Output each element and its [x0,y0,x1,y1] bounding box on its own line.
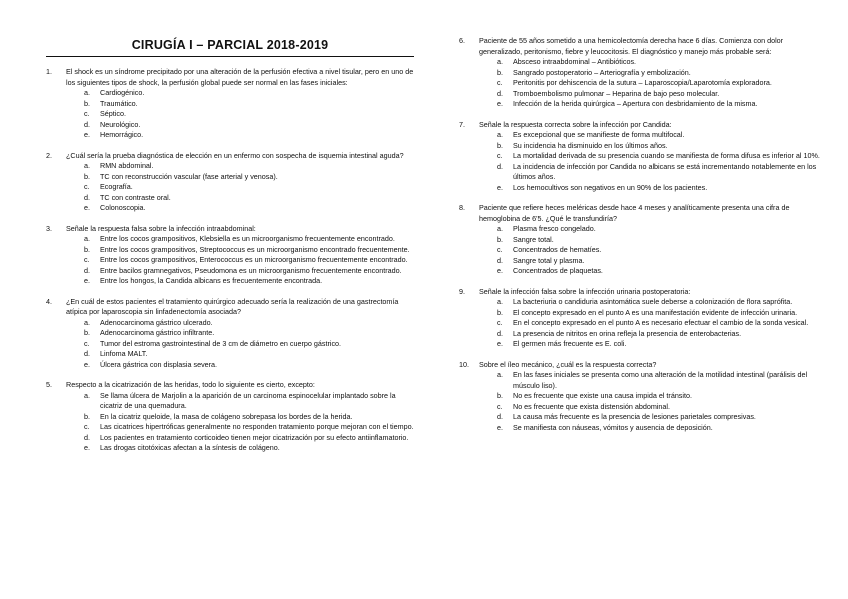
option-letter: d. [84,265,90,275]
option-letter: d. [84,192,90,202]
answer-option [479,266,827,277]
option-list [66,391,414,454]
option-letter: c. [497,245,503,254]
answer-option [66,433,414,444]
option-text: TC con reconstrucción vascular (fase arterial y venosa). [100,171,278,181]
answer-option [66,360,414,371]
option-letter: d. [497,161,503,171]
answer-option [66,99,414,110]
option-letter: e. [84,276,90,285]
option-letter: a. [497,297,503,306]
option-letter: a. [84,317,90,327]
answer-option [479,412,827,423]
option-letter: c. [497,401,503,411]
answer-option [66,266,414,277]
option-text: Absceso intraabdominal – Antibióticos. [513,57,637,66]
left-question-list [46,67,414,454]
answer-option [66,443,414,454]
option-letter: a. [497,57,503,66]
question-number: 9. [459,286,465,296]
option-text: Los hemocultivos son negativos en un 90% de los pacientes. [513,182,708,192]
option-letter: b. [497,140,503,150]
question-number: 4. [46,296,52,306]
option-text: Linfoma MALT. [100,349,148,358]
answer-option [66,182,414,193]
option-letter: a. [497,130,503,139]
option-letter: a. [84,161,90,170]
option-text: Los pacientes en tratamiento corticoideo tienen mejor cicatrización por su efecto antiinflamatorio. [100,432,409,442]
option-letter: b. [497,307,503,317]
option-letter: a. [497,370,503,379]
title-rule [46,56,414,57]
option-text: La presencia de nitritos en orina refleja la presencia de enterobacterias. [513,328,742,338]
option-text: Concentrados de hematíes. [513,245,602,254]
right-column [459,0,827,443]
question [46,297,414,371]
question-number: 3. [46,223,52,233]
question-stem: Paciente que refiere heces meléricas desde hace 4 meses y analíticamente presenta una cifra de hemoglobina de 6'5. ¿Qué le transfundiría? [479,203,790,223]
option-letter: a. [84,88,90,97]
option-text: Entre los cocos grampositivos, Klebsiella es un microorganismo frecuentemente encontrado. [100,234,395,243]
option-text: Ecografía. [100,182,133,191]
option-text: Séptico. [100,109,126,118]
answer-option [479,78,827,89]
option-text: Las cicatrices hipertróficas generalmente no responden tratamiento porque mejoran con el tiempo. [100,422,414,431]
answer-option [66,109,414,120]
option-list [66,161,414,214]
option-text: Sangre total y plasma. [513,255,585,265]
option-letter: b. [84,244,90,254]
option-text: Se manifiesta con náuseas, vómitos y ausencia de deposición. [513,422,713,432]
answer-option [479,89,827,100]
question-stem: ¿Cuál sería la prueba diagnóstica de elección en un enfermo con sospecha de isquemia intestinal aguda? [66,150,404,160]
option-list [479,224,827,277]
option-text: En el concepto expresado en el punto A es necesario efectuar el cambio de la sonda vesical. [513,318,809,327]
answer-option [66,130,414,141]
option-text: La bacteriuria o candiduria asintomática suele deberse a colonización de flora saprófita. [513,297,793,306]
question [459,120,827,194]
answer-option [479,297,827,308]
option-text: Peritonitis por dehiscencia de la sutura – Laparoscopia/Laparotomía exploradora. [513,78,772,87]
option-text: Sangrado postoperatorio – Arteriografía y embolización. [513,67,691,77]
answer-option [66,328,414,339]
option-text: Las drogas citotóxicas afectan a la síntesis de colágeno. [100,443,280,452]
option-text: Concentrados de plaquetas. [513,266,603,275]
question-stem: Señale la infección falsa sobre la infección urinaria postoperatoria: [479,286,691,296]
answer-option [479,308,827,319]
option-letter: c. [84,109,90,118]
answer-option [66,339,414,350]
exam-title: CIRUGÍA I – PARCIAL 2018-2019 [131,38,329,52]
option-letter: c. [497,318,503,327]
option-letter: e. [497,339,503,348]
option-text: Se llama úlcera de Marjolin a la aparición de un carcinoma espinocelular implantado sobre la cicatriz de una quemadura. [100,390,396,410]
question [459,287,827,350]
question-stem: Sobre el íleo mecánico, ¿cuál es la respuesta correcta? [479,359,657,369]
answer-option [66,203,414,214]
option-letter: b. [84,411,90,421]
answer-option [66,172,414,183]
question [46,67,414,141]
answer-option [479,256,827,267]
answer-option [66,234,414,245]
option-list [479,57,827,110]
option-text: La causa más frecuente es la presencia de lesiones parietales compresivas. [513,412,756,421]
option-letter: e. [84,443,90,452]
question-number: 8. [459,203,465,212]
option-text: Su incidencia ha disminuido en los últimos años. [513,140,668,150]
question-number: 7. [459,119,465,129]
answer-option [479,162,827,183]
option-list [479,297,827,350]
answer-option [66,391,414,412]
answer-option [479,224,827,235]
answer-option [66,193,414,204]
question [46,380,414,454]
option-letter: e. [84,359,90,369]
answer-option [479,370,827,391]
option-list [66,234,414,287]
option-text: Es excepcional que se manifieste de forma multifocal. [513,130,685,139]
answer-option [479,99,827,110]
answer-option [66,120,414,131]
option-letter: e. [84,130,90,139]
answer-option [479,130,827,141]
option-text: No es frecuente que existe una causa impida el tránsito. [513,391,692,400]
option-letter: c. [84,338,90,348]
option-text: En la cicatriz queloide, la masa de colágeno sobrepasa los bordes de la herida. [100,411,353,421]
option-text: No es frecuente que exista distensión abdominal. [513,401,671,411]
option-text: Entre los cocos grampositivos, Streptococcus es un microorganismo encontrado frecuentemente. [100,244,410,254]
option-letter: d. [497,88,503,98]
question-number: 1. [46,67,52,76]
answer-option [479,339,827,350]
answer-option [66,88,414,99]
answer-option [66,422,414,433]
answer-option [66,276,414,287]
question [46,151,414,214]
question-stem: Señale la respuesta falsa sobre la infección intraabdominal: [66,223,256,233]
answer-option [479,391,827,402]
option-text: Hemorrágico. [100,130,144,139]
option-letter: c. [497,78,503,87]
option-letter: e. [497,266,503,275]
option-text: Úlcera gástrica con displasia severa. [100,359,218,369]
option-letter: e. [497,182,503,192]
option-text: Colonoscopia. [100,203,146,212]
question-stem: ¿En cuál de estos pacientes el tratamiento quirúrgico adecuado sería la realización de una gastrectomía atípica por laparoscopia sin linfadenectomía asociada? [66,296,399,316]
option-list [479,370,827,433]
option-text: En las fases iniciales se presenta como una alteración de la motilidad intestinal (parálisis del músculo liso). [513,370,808,390]
answer-option [479,402,827,413]
option-text: Infección de la herida quirúrgica – Apertura con desbridamiento de la misma. [513,99,758,108]
option-text: Tumor del estroma gastrointestinal de 3 cm de diámetro en cuerpo gástrico. [100,338,342,348]
option-letter: a. [497,224,503,233]
question-stem: El shock es un síndrome precipitado por una alteración de la perfusión efectiva a nivel tisular, pero en uno de los siguientes tipos de shock, la perfusión global puede ser normal en las fases iniciales: [66,67,414,87]
answer-option [479,423,827,434]
option-text: Entre bacilos gramnegativos, Pseudomona es un microorganismo frecuentemente encontrado. [100,265,402,275]
question-stem: Respecto a la cicatrización de las heridas, todo lo siguiente es cierto, excepto: [66,380,315,389]
answer-option [479,318,827,329]
option-text: Entre los cocos grampositivos, Enterococcus es un microorganismo frecuentemente encontrado. [100,255,408,264]
question [46,224,414,287]
option-text: RMN abdominal. [100,161,154,170]
answer-option [479,245,827,256]
option-letter: b. [84,328,90,337]
option-letter: b. [497,391,503,400]
option-text: La mortalidad derivada de su presencia cuando se manifiesta de forma difusa es inferior al 10%. [513,151,820,160]
question-stem: Señale la respuesta correcta sobre la infección por Candida: [479,119,672,129]
option-text: La incidencia de infección por Candida no albicans se está incrementando notablemente en los últimos años. [513,161,817,181]
option-text: Adenocarcinoma gástrico infiltrante. [100,328,215,337]
option-text: Tromboembolismo pulmonar – Heparina de bajo peso molecular. [513,88,720,98]
option-letter: e. [497,422,503,432]
option-letter: d. [84,349,90,358]
option-letter: b. [84,171,90,181]
option-letter: b. [497,234,503,244]
option-letter: d. [497,328,503,338]
option-text: Cardiogénico. [100,88,145,97]
answer-option [479,68,827,79]
left-column [46,0,414,464]
option-letter: b. [84,98,90,108]
answer-option [479,57,827,68]
option-letter: d. [84,119,90,129]
question [459,360,827,434]
question-number: 2. [46,150,52,160]
question [459,203,827,277]
option-text: Adenocarcinoma gástrico ulcerado. [100,317,213,327]
option-text: Traumático. [100,98,138,108]
question-number: 6. [459,36,465,45]
option-letter: c. [84,182,90,191]
answer-option [479,183,827,194]
question-number: 5. [46,380,52,389]
option-list [66,88,414,141]
option-letter: d. [84,432,90,442]
answer-option [479,235,827,246]
question-stem: Paciente de 55 años sometido a una hemicolectomía derecha hace 6 días. Comienza con dolor generalizado, peritonismo, fiebre y leucocitosis. El diagnóstico y manejo más probable será: [479,36,784,56]
question [459,36,827,110]
option-letter: d. [497,255,503,265]
answer-option [66,255,414,266]
answer-option [66,349,414,360]
option-letter: c. [84,255,90,264]
option-letter: c. [84,422,90,431]
option-text: El concepto expresado en el punto A es una manifestación evidente de infección urinaria. [513,307,798,317]
answer-option [66,161,414,172]
answer-option [479,141,827,152]
option-text: Entre los hongos, la Candida albicans es frecuentemente encontrada. [100,276,323,285]
option-text: El germen más frecuente es E. coli. [513,339,627,348]
option-letter: a. [84,390,90,400]
option-list [66,318,414,371]
option-text: Plasma fresco congelado. [513,224,596,233]
right-question-list [459,36,827,433]
option-list [479,130,827,193]
answer-option [66,318,414,329]
option-text: Sangre total. [513,234,554,244]
answer-option [66,412,414,423]
option-text: Neurológico. [100,119,141,129]
option-letter: e. [84,203,90,212]
answer-option [66,245,414,256]
option-letter: b. [497,67,503,77]
question-number: 10. [459,359,469,369]
answer-option [479,151,827,162]
answer-option [479,329,827,340]
option-letter: a. [84,234,90,243]
option-text: TC con contraste oral. [100,192,171,202]
option-letter: d. [497,412,503,421]
option-letter: e. [497,99,503,108]
option-letter: c. [497,151,503,160]
